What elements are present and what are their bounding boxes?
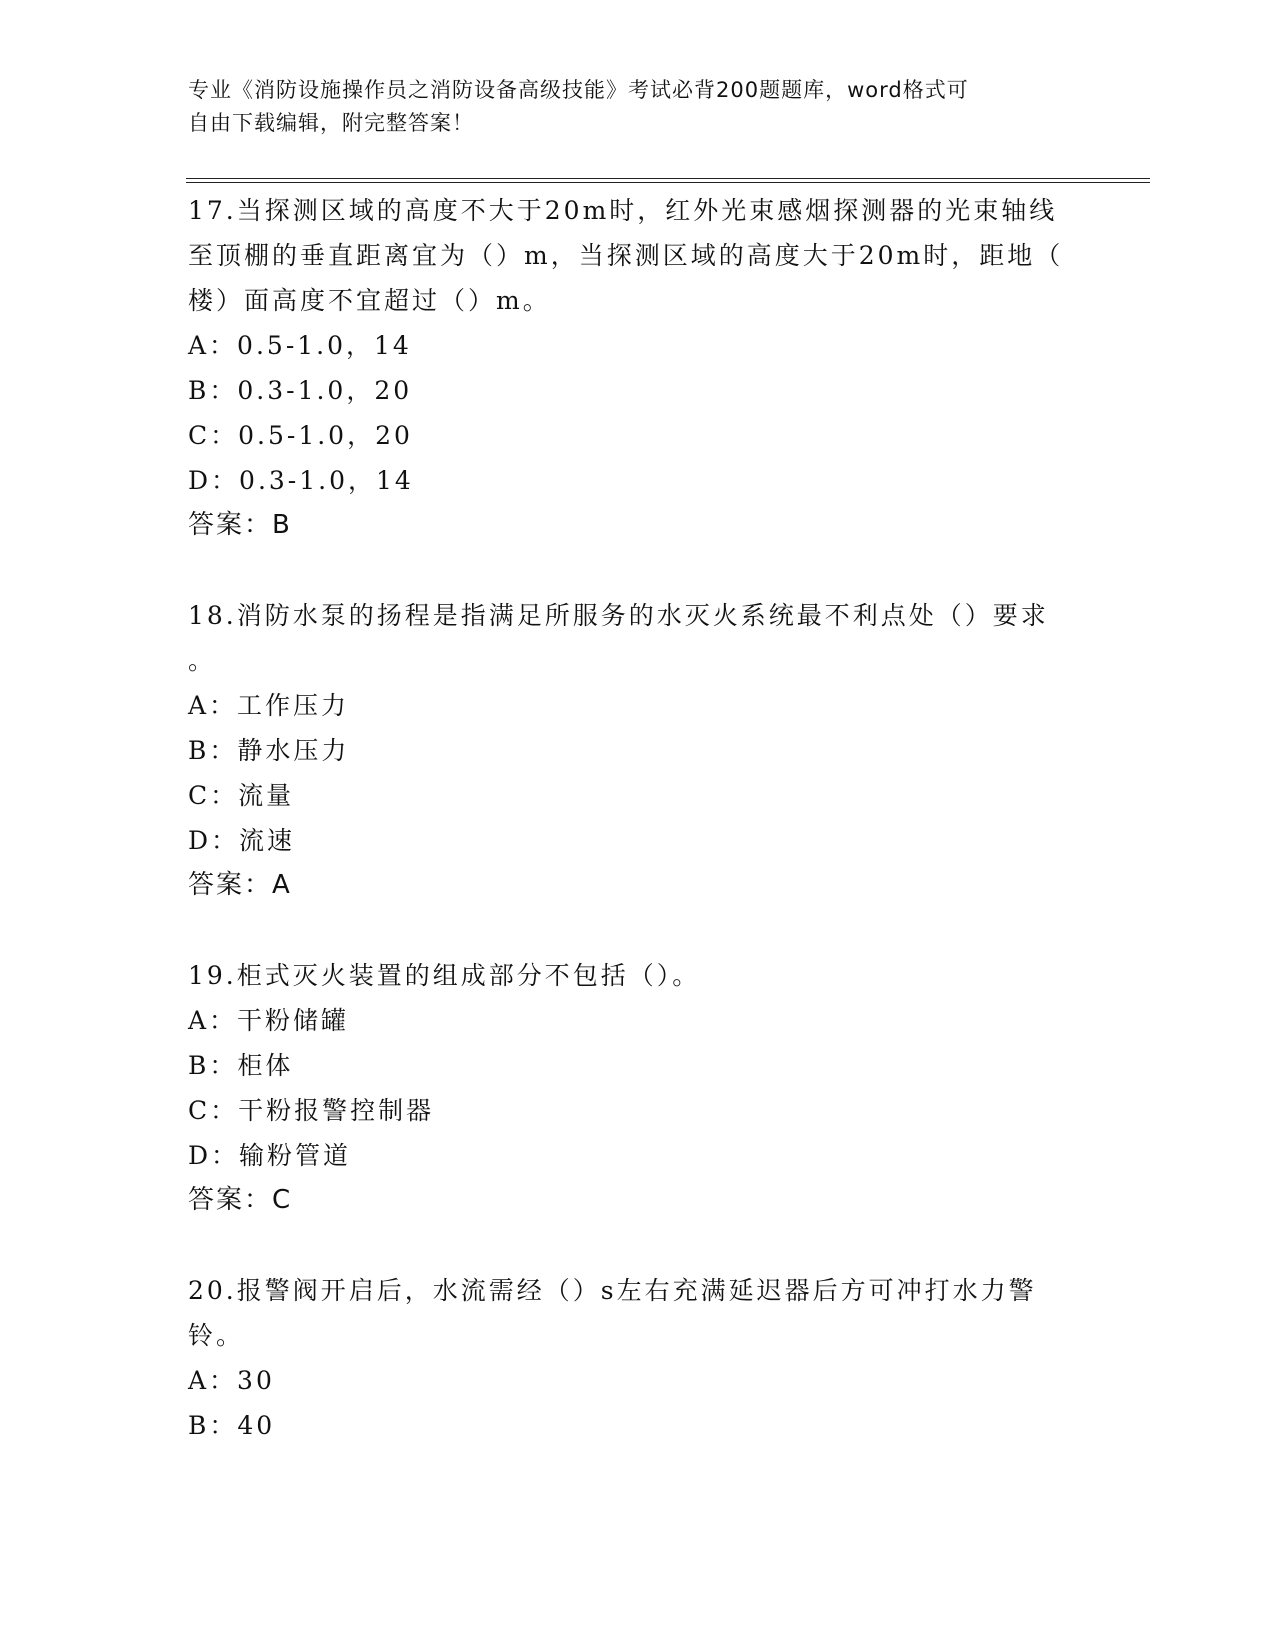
- option-a: A：0.5-1.0，14: [188, 331, 412, 360]
- question-line: 18.消防水泵的扬程是指满足所服务的水灭火系统最不利点处（）要求: [188, 601, 1049, 630]
- option-b: B：40: [188, 1411, 276, 1440]
- header-divider-bottom: [186, 182, 1150, 183]
- option-a: A：干粉储罐: [188, 1006, 350, 1035]
- answer-label: 答案：A: [188, 870, 292, 900]
- question-20: [188, 1268, 1088, 1448]
- question-text: [188, 1268, 1088, 1358]
- option-c: C：流量: [188, 781, 295, 810]
- question-line: 至顶棚的垂直距离宜为（）m，当探测区域的高度大于20m时，距地（: [188, 241, 1064, 270]
- question-text: [188, 188, 1088, 323]
- option-b: B：静水压力: [188, 736, 350, 765]
- question-18: [188, 593, 1088, 908]
- question-19: [188, 953, 1088, 1223]
- question-line: 20.报警阀开启后，水流需经（）s左右充满延迟器后方可冲打水力警: [188, 1276, 1037, 1305]
- question-spacer: [188, 1223, 1088, 1268]
- document-header: [188, 74, 1068, 140]
- question-line: 17.当探测区域的高度不大于20m时，红外光束感烟探测器的光束轴线: [188, 196, 1058, 225]
- question-line: 楼）面高度不宜超过（）m。: [188, 286, 551, 315]
- question-17: [188, 188, 1088, 548]
- question-text: [188, 593, 1088, 683]
- question-spacer: [188, 548, 1088, 593]
- header-line-2: 自由下载编辑，附完整答案！: [188, 111, 474, 135]
- header-divider-top: [186, 178, 1150, 179]
- option-d: D：流速: [188, 826, 296, 855]
- header-line-1: 专业《消防设施操作员之消防设备高级技能》考试必背200题题库，word格式可: [188, 78, 969, 102]
- question-line: 19.柜式灭火装置的组成部分不包括（）。: [188, 961, 701, 990]
- option-a: A：工作压力: [188, 691, 350, 720]
- option-c: C：0.5-1.0，20: [188, 421, 413, 450]
- question-list: [188, 188, 1088, 1448]
- answer-label: 答案：B: [188, 510, 292, 540]
- question-line: 。: [188, 646, 217, 675]
- question-text: [188, 953, 1088, 998]
- option-b: B：柜体: [188, 1051, 294, 1080]
- option-a: A：30: [188, 1366, 275, 1395]
- option-b: B：0.3-1.0，20: [188, 376, 413, 405]
- question-line: 铃。: [188, 1321, 245, 1350]
- question-spacer: [188, 908, 1088, 953]
- answer-label: 答案：C: [188, 1185, 293, 1215]
- option-c: C：干粉报警控制器: [188, 1096, 435, 1125]
- option-d: D：输粉管道: [188, 1141, 352, 1170]
- option-d: D：0.3-1.0，14: [188, 466, 414, 495]
